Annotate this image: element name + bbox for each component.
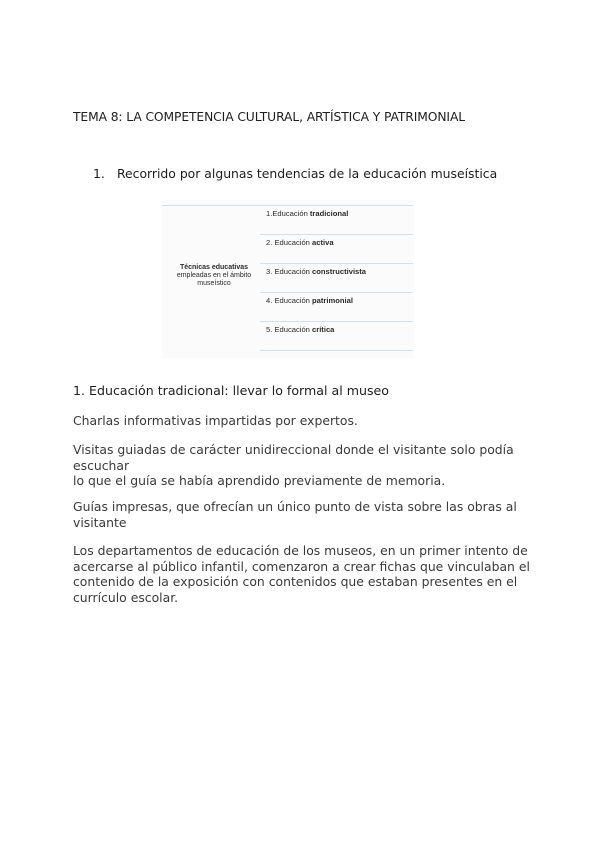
item-bold: constructivista	[312, 267, 367, 276]
item-prefix: 4. Educación	[266, 296, 313, 305]
diagram-item-traditional	[266, 209, 348, 218]
section-heading	[93, 166, 497, 181]
diagram-divider	[260, 234, 413, 235]
diagram-divider	[260, 321, 413, 322]
diagram-divider	[260, 292, 413, 293]
diagram-divider	[260, 263, 413, 264]
item-prefix: 2. Educación	[266, 238, 313, 247]
paragraph-education-departments: Los departamentos de educación de los museos, en un primer intento de acercarse al público infantil, comenzaron a crear fichas que vinculaban el contenido de la exposición con contenidos que estaban presentes en el currículo escolar.	[73, 543, 530, 605]
paragraph-talks: Charlas informativas impartidas por expertos.	[73, 413, 358, 428]
diagram-item-critical	[266, 325, 334, 334]
section-number: 1.	[93, 166, 105, 181]
center-label-rest: empleadas en el ámbito museístico	[176, 272, 252, 287]
section-heading-text: Recorrido por algunas tendencias de la educación museística	[116, 166, 498, 181]
item-prefix: 1.Educación	[266, 209, 310, 218]
item-bold: crítica	[312, 325, 335, 334]
paragraph-printed-guides: Guías impresas, que ofrecían un único punto de vista sobre las obras al visitante	[73, 499, 517, 530]
item-bold: tradicional	[309, 209, 349, 218]
diagram-divider	[162, 205, 413, 206]
page-title: TEMA 8: LA COMPETENCIA CULTURAL, ARTÍSTICA Y PATRIMONIAL	[73, 110, 466, 124]
subheading: 1. Educación tradicional: llevar lo formal al museo	[73, 383, 389, 398]
item-bold: patrimonial	[312, 296, 353, 305]
item-bold: activa	[312, 238, 334, 247]
item-prefix: 3. Educación	[266, 267, 313, 276]
paragraph-guided-visits: Visitas guiadas de carácter unidireccional donde el visitante solo podía escuchar	[73, 442, 514, 473]
diagram-item-active	[266, 238, 334, 247]
paragraph-guided-visits-cont: lo que el guía se había aprendido previamente de memoria.	[73, 473, 446, 488]
techniques-diagram	[162, 200, 414, 358]
diagram-divider	[260, 350, 413, 351]
diagram-center-label	[166, 264, 262, 288]
diagram-item-heritage	[266, 296, 353, 305]
center-label-bold: Técnicas educativas	[179, 264, 249, 271]
diagram-item-constructivist	[266, 267, 366, 276]
item-prefix: 5. Educación	[266, 325, 313, 334]
